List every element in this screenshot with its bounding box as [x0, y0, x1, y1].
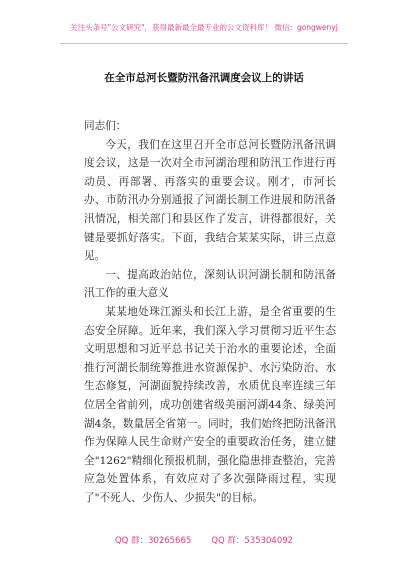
header-banner: 关注头条号"公文研究"，获得最新最全最专业的公文资料库！ 微信：gongwenyj: [70, 23, 338, 32]
document-body: [84, 117, 336, 507]
footer-contact: [0, 534, 408, 546]
footer-qq-group-1: QQ 群：30265665: [114, 536, 192, 546]
footer-qq-group-2: QQ 群：535304092: [211, 536, 294, 546]
header-divider: [60, 43, 348, 44]
paragraph-section-1: 某某地处珠江源头和长江上游，是全省重要的生态安全屏障。近年来，我们深入学习贯彻习近平生态文明思想和习近平总书记关于治水的重要论述，全面推行河湖长制统筹推进水资源保护、水污染防治、水生态修复，河湖面貌持续改善，水质优良率连续三年位居全省前列，成功创建省级美丽河湖44条、绿美河湖4条，数量居全省第一。同时，我们始终把防汛备汛作为保障人民生命财产安全的重要政治任务，建立健全"1262"精细化预报机制，强化隐患排查整治，完善应急处置体系，有效应对了多次强降雨过程，实现了"不死人、少伤人、少损失"的目标。: [84, 305, 336, 504]
section-heading-1: 一、提高政治站位，深刻认识河湖长制和防汛备汛工作的重大意义: [84, 268, 336, 300]
salutation: 同志们：: [84, 120, 127, 132]
document-title: 在全市总河长暨防汛备汛调度会议上的讲话: [104, 72, 304, 84]
paragraph-intro: 今天，我们在这里召开全市总河长暨防汛备汛调度会议，这是一次对全市河湖治理和防汛工作进行再动员、再部署、再落实的重要会议。刚才，市河长办、市防汛办分别通报了河湖长制工作进展和防汛备汛情况，相关部门和县区作了发言，讲得都很好，关键是要抓好落实。下面，我结合某某实际，讲三点意见。: [84, 138, 336, 263]
